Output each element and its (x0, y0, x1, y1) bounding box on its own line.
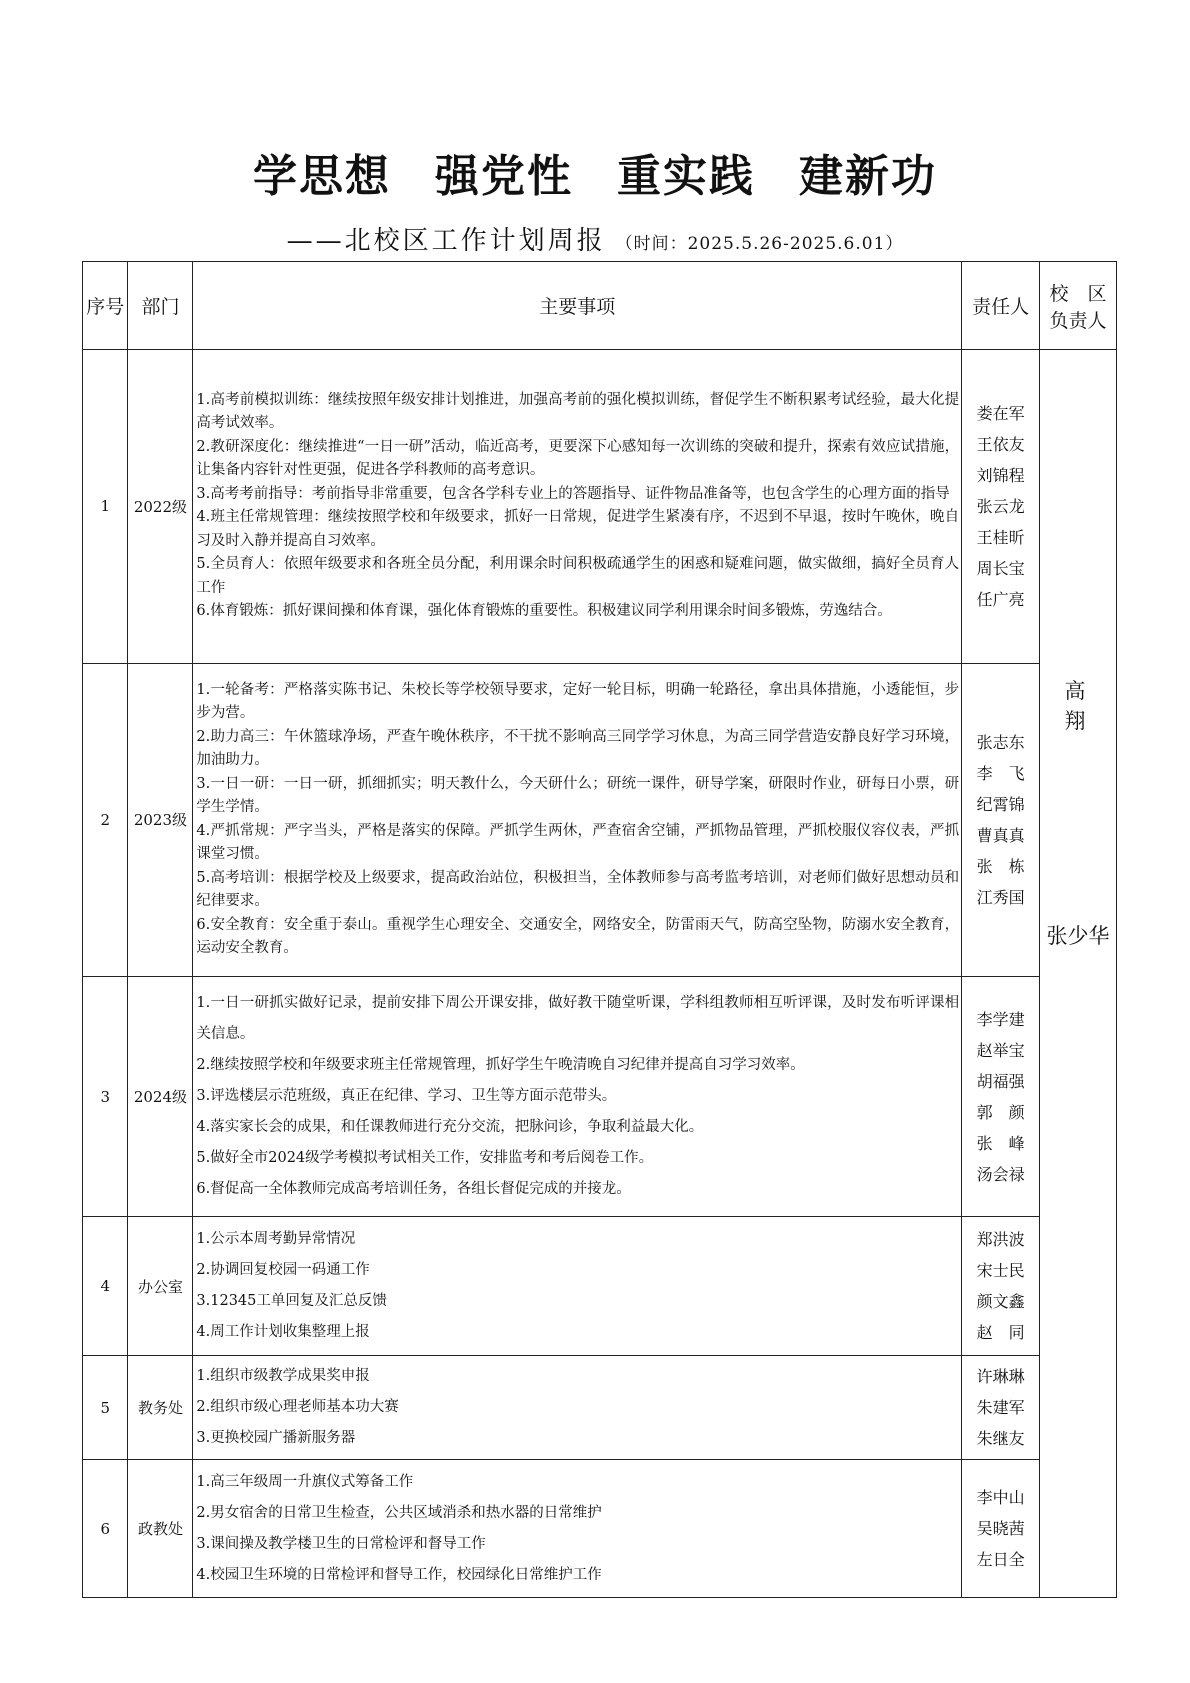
title-part: 强党性 (435, 151, 573, 202)
list-item: 6.安全教育：安全重于泰山。重视学生心理安全、交通安全，网络安全，防雷雨天气，防高空坠物，防溺水安全教育，运动安全教育。 (196, 916, 960, 957)
owner-name: 汤会禄 (976, 1164, 1025, 1184)
owner-name: 张 峰 (976, 1133, 1025, 1153)
row-items (193, 1217, 962, 1356)
row-owners (962, 350, 1040, 664)
row-dept: 2024级 (128, 977, 193, 1217)
table-row (83, 1217, 1117, 1356)
owner-name: 曹真真 (976, 825, 1025, 845)
list-item: 2.协调回复校园一码通工作 (196, 1262, 370, 1279)
list-item: 4.严抓常规：严字当头，严格是落实的保障。严抓学生两休，严查宿舍空铺，严抓物品管理，严抓校服仪容仪表，严抓课堂习惯。 (196, 822, 960, 863)
row-items (193, 1460, 962, 1598)
row-dept: 2022级 (128, 350, 193, 664)
row-owners (962, 977, 1040, 1217)
owner-name: 颜文鑫 (976, 1292, 1025, 1312)
list-item: 4.落实家长会的成果，和任课教师进行充分交流，把脉问诊，争取利益最大化。 (196, 1119, 704, 1136)
campus-lead-1: 高翔 (1064, 679, 1112, 733)
list-item: 2.教研深度化：继续推进“一日一研”活动，临近高考，更要深下心感知每一次训练的突破和提升，探索有效应试措施，让集备内容针对性更强，促进各学科教师的高考意识。 (196, 438, 960, 479)
owner-name: 张志东 (976, 732, 1025, 752)
owner-name: 纪霄锦 (976, 794, 1025, 814)
row-index: 4 (83, 1217, 128, 1356)
table-row (83, 977, 1117, 1217)
list-item: 2.组织市级心理老师基本功大赛 (196, 1399, 399, 1416)
list-item: 3.一日一研：一日一研，抓细抓实；明天教什么，今天研什么；研统一课件，研导学案，研限时作业，研每日小票，研学生学情。 (196, 775, 960, 816)
row-index: 5 (83, 1355, 128, 1460)
owner-name: 张云龙 (976, 496, 1025, 516)
date-range: （时间：2025.5.26-2025.6.01） (615, 234, 904, 254)
title-part: 建新功 (799, 151, 937, 202)
row-items (193, 663, 962, 977)
header-lead (1040, 262, 1117, 350)
row-items (193, 350, 962, 664)
page-subtitle (0, 220, 1190, 257)
owner-name: 左日全 (976, 1550, 1025, 1570)
owner-name: 江秀国 (976, 887, 1025, 907)
header-idx: 序号 (83, 262, 128, 350)
list-item: 5.高考培训：根据学校及上级要求，提高政治站位，积极担当，全体教师参与高考监考培训，对老师们做好思想动员和纪律要求。 (196, 869, 960, 910)
list-item: 3.评选楼层示范班级，真正在纪律、学习、卫生等方面示范带头。 (196, 1088, 617, 1105)
title-part: 重实践 (617, 151, 755, 202)
list-item: 1.高三年级周一升旗仪式筹备工作 (196, 1473, 414, 1490)
subtitle-text: ——北校区工作计划周报 (286, 226, 606, 256)
list-item: 3.12345工单回复及汇总反馈 (196, 1293, 387, 1310)
owner-name: 娄在军 (976, 403, 1025, 423)
row-items (193, 977, 962, 1217)
row-dept: 政教处 (128, 1460, 193, 1598)
list-item: 2.男女宿舍的日常卫生检查，公共区域消杀和热水器的日常维护 (196, 1504, 602, 1521)
list-item: 3.更换校园广播新服务器 (196, 1430, 356, 1447)
owner-name: 赵举宝 (976, 1040, 1025, 1060)
row-owners (962, 1217, 1040, 1356)
row-dept: 办公室 (128, 1217, 193, 1356)
row-owners (962, 1355, 1040, 1460)
header-items: 主要事项 (193, 262, 962, 350)
list-item: 2.继续按照学校和年级要求班主任常规管理，抓好学生午晚清晚自习纪律并提高自习学习效率。 (196, 1057, 805, 1074)
row-index: 1 (83, 350, 128, 664)
list-item: 2.助力高三：午休篮球净场，严查午晚休秩序，不干扰不影响高三同学学习休息，为高三同学营造安静良好学习环境，加油助力。 (196, 728, 960, 769)
owner-name: 李学建 (976, 1009, 1025, 1029)
row-dept: 教务处 (128, 1355, 193, 1460)
owner-name: 周长宝 (976, 558, 1025, 578)
table-row (83, 663, 1117, 977)
list-item: 3.课间操及教学楼卫生的日常检评和督导工作 (196, 1535, 486, 1552)
owner-name: 胡福强 (976, 1071, 1025, 1091)
list-item: 4.校园卫生环境的日常检评和督导工作，校园绿化日常维护工作 (196, 1566, 602, 1583)
list-item: 6.督促高一全体教师完成高考培训任务，各组长督促完成的并接龙。 (196, 1181, 631, 1198)
list-item: 5.全员育人：依照年级要求和各班全员分配，利用课余时间积极疏通学生的困惑和疑难问题，做实做细，搞好全员育人工作 (196, 556, 960, 596)
weekly-plan-table (82, 261, 1117, 1598)
campus-lead-cell (1040, 350, 1117, 1598)
owner-name: 张 栋 (976, 856, 1025, 876)
owner-name: 郑洪波 (976, 1230, 1025, 1250)
header-owner: 责任人 (962, 262, 1040, 350)
owner-name: 刘锦程 (976, 465, 1025, 485)
list-item: 1.组织市级教学成果奖申报 (196, 1368, 370, 1385)
owner-name: 吴晓茜 (976, 1519, 1025, 1539)
header-lead-line1: 校 区 (1049, 282, 1107, 305)
title-part: 学思想 (253, 151, 391, 202)
row-owners (962, 1460, 1040, 1598)
row-items (193, 1355, 962, 1460)
owner-name: 李中山 (976, 1488, 1025, 1508)
list-item: 4.周工作计划收集整理上报 (196, 1324, 370, 1341)
campus-lead-2: 张少华 (1046, 924, 1110, 948)
list-item: 1.一轮备考：严格落实陈书记、朱校长等学校领导要求，定好一轮目标，明确一轮路径，拿出具体措施，小透能恒，步步为营。 (196, 681, 960, 722)
row-dept: 2023级 (128, 663, 193, 977)
page-title (0, 140, 1190, 204)
owner-name: 王依友 (976, 434, 1025, 454)
list-item: 4.班主任常规管理：继续按照学校和年级要求，抓好一日常规，促进学生紧凑有序，不迟到不早退，按时午晚休，晚自习及时入静并提高自习效率。 (196, 509, 960, 549)
row-index: 6 (83, 1460, 128, 1598)
list-item: 6.体育锻炼：抓好课间操和体育课，强化体育锻炼的重要性。积极建议同学利用课余时间多锻炼，劳逸结合。 (196, 603, 892, 620)
list-item: 1.公示本周考勤异常情况 (196, 1231, 356, 1248)
owner-name: 朱继友 (976, 1429, 1025, 1449)
owner-name: 郭 颜 (976, 1102, 1025, 1122)
owner-name: 任广亮 (976, 589, 1025, 609)
owner-name: 宋士民 (976, 1261, 1025, 1281)
owner-name: 王桂昕 (976, 527, 1025, 547)
list-item: 1.一日一研抓实做好记录，提前安排下周公开课安排，做好教干随堂听课，学科组教师相互听评课，及时发布听评课相关信息。 (196, 995, 960, 1043)
table-row (83, 350, 1117, 664)
table-row (83, 1355, 1117, 1460)
owner-name: 朱建军 (976, 1398, 1025, 1418)
table-header-row (83, 262, 1117, 350)
row-index: 3 (83, 977, 128, 1217)
header-dept: 部门 (128, 262, 193, 350)
row-index: 2 (83, 663, 128, 977)
header-lead-line2: 负责人 (1049, 309, 1107, 332)
list-item: 5.做好全市2024级学考模拟考试相关工作，安排监考和考后阅卷工作。 (196, 1150, 654, 1167)
owner-name: 许琳琳 (976, 1367, 1025, 1387)
list-item: 3.高考考前指导：考前指导非常重要，包含各学科专业上的答题指导、证件物品准备等，也包含学生的心理方面的指导 (196, 485, 950, 502)
table-row (83, 1460, 1117, 1598)
owner-name: 李 飞 (976, 763, 1025, 783)
row-owners (962, 663, 1040, 977)
owner-name: 赵 同 (976, 1323, 1025, 1343)
list-item: 1.高考前模拟训练：继续按照年级安排计划推进，加强高考前的强化模拟训练，督促学生不断积累考试经验，最大化提高考试效率。 (196, 391, 960, 432)
